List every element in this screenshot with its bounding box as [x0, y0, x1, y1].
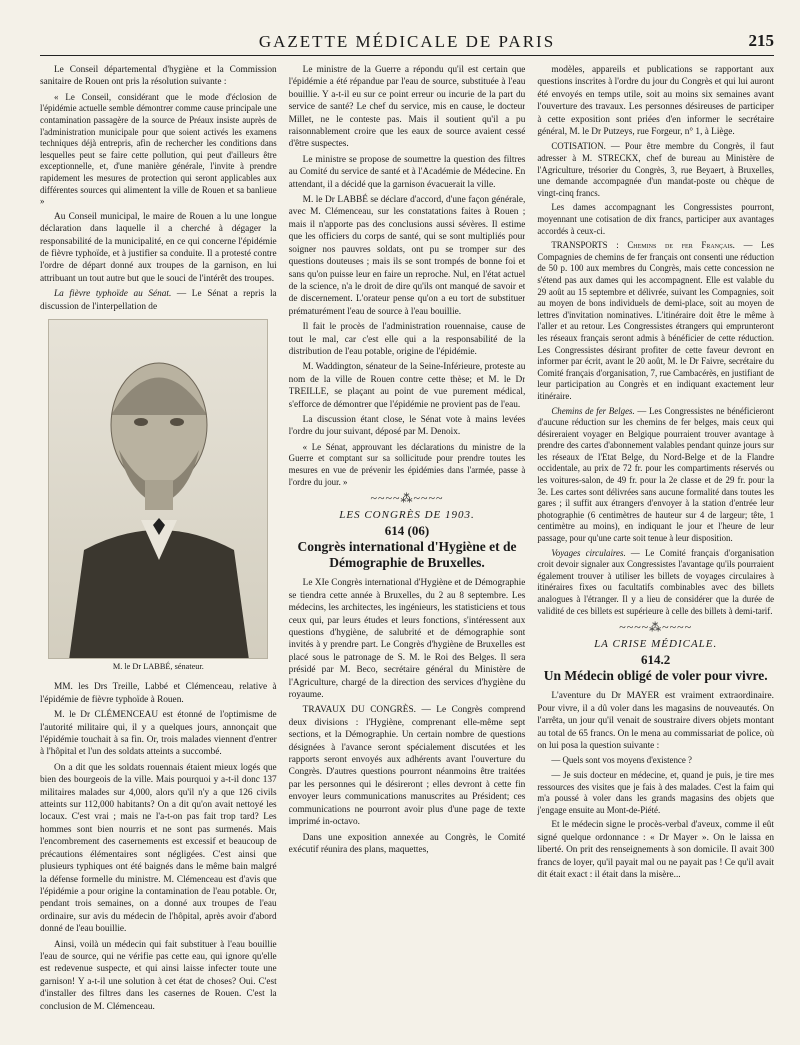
- paragraph: Les dames accompagnant les Congressistes pourront, moyennant une cotisation de dix francs, participer aux avantages accordés à ceux-ci.: [537, 202, 775, 236]
- article-title: Congrès international d'Hygiène et de Démographie de Bruxelles.: [297, 539, 517, 571]
- paragraph: On a dit que les soldats rouennais étaient mieux logés que bien des bourgeois de la ville. Mais pourquoi y a-t-il donc 137 militaires malades sur 4,000, alors qu'il n'y a que 126 civils atteints sur 112,000 habitants? On a dit qu'on avait nettoyé les locaux. C'est vrai ; mais ne l'a-t-on pas fait trop tard? Les hommes sont bien nourris et ne sont pas surmenés. Mais l'encombrement des casernements est excessif et beaucoup de précautions élémentaires sont négligées. C'est ainsi que plusieurs typhiques ont été baignés dans le même bain malgré la défense formelle du ministre. M. Clémenceau est d'avis que l'épidémie a pour origine la contamination de l'eau potable. Or, pendant trois semaines, on a donné aux troupes de l'eau ordinaire, sur avis du médecin de l'hôpital, après avoir d'abord donné de l'eau bouillie.: [40, 762, 277, 935]
- journal-title: GAZETTE MÉDICALE DE PARIS: [258, 32, 556, 51]
- paragraph: Dans une exposition annexée au Congrès, le Comité exécutif réunira des plans, maquettes,: [288, 832, 526, 855]
- paragraph: [289, 704, 526, 828]
- paragraph: modèles, appareils et publications se rapportant aux questions inscrites à l'ordre du jour du Congrès et qui lui auront été envoyés en temps utile, soit au moins six semaines avant l'ouverture des travaux. Les personnes désireuses de participer à cette exposition sont priées d'en informer le secrétaire général, M. le Dr Putzeys, rue Forgeur, n° 1, à Liège.: [537, 65, 775, 138]
- section-heading: LES CONGRÈS DE 1903.: [339, 508, 475, 521]
- article-number: 614.2: [641, 652, 671, 667]
- page-number: 215: [748, 31, 774, 50]
- paragraph: L'aventure du Dr MAYER est vraiment extraordinaire. Pour vivre, il a dû voler dans les magasins de nouveautés. On l'arrêta, un jour qu'il venait de soustraire divers objets montant au total de 65 francs. On le mena au commissariat de police, où on lui posa la question suivante :: [537, 691, 775, 752]
- paragraph: [537, 406, 774, 545]
- run-in-heading: Voyages circulaires.: [551, 547, 626, 558]
- column-2: [289, 64, 526, 1045]
- dialogue-line: — Je suis docteur en médecine, et, quand je puis, je tire mes ressources des visites que je fais à des malades. C'est la faim qui m'a poussé à voler dans les grands magasins des objets que j'engage ensuite au Mont-de-Piété.: [537, 770, 775, 815]
- portrait-icon: [49, 320, 268, 659]
- paragraph: M. Waddington, sénateur de la Seine-Inférieure, proteste au nom de la ville de Rouen contre cette thèse; et M. le Dr TREILLE, se plaçant au point de vue purement médical, s'efforce de démontrer que l'épidémie ne provient pas de l'eau.: [288, 362, 526, 410]
- portrait-engraving: [48, 319, 268, 659]
- paragraph: MM. les Drs Treille, Labbé et Clémenceau, relative à l'épidémie de fièvre typhoïde à Rouen.: [40, 682, 277, 705]
- paragraph: Au Conseil municipal, le maire de Rouen a lu une longue déclaration dans laquelle il a cherché à dégager la responsabilité de la municipalité, en ce qui concerne l'épidémie de fièvre typhoïde, et à justifier sa conduite. Il a protesté contre l'ordre de départ donné aux troupes de la garnison, en lui attribuant un tout autre but que le souci de l'intérêt des troupes.: [40, 211, 277, 284]
- column-1: [40, 64, 277, 1045]
- paragraph: [537, 141, 774, 199]
- paragraph: La discussion étant close, le Sénat vote à mains levées l'ordre du jour suivant, déposé par M. Denoix.: [288, 414, 526, 438]
- masthead: [40, 28, 774, 56]
- paragraph: Ainsi, voilà un médecin qui fait substituer à l'eau bouillie l'eau de source, qui ne vérifie pas cette eau, qui ignore qu'elle est redevenue suspecte, et qui ainsi laisse infecter toute une garnison! Y a-t-il une solution à cet état de choses? Oui. C'est d'installer des filtres dans les casernes de Rouen. C'est la conclusion de M. Clémenceau.: [40, 939, 277, 1012]
- paragraph: Le ministre de la Guerre a répondu qu'il est certain que l'épidémie a été répandue par l'eau de source, substituée à l'eau bouillie. Y a-t-il eu sur ce point erreur ou incurie de la part du service de santé? Le chef du service, mis en cause, le docteur Millet, ne le conteste pas. Mais il soutient qu'il a pu raisonnablement croire que les eaux de source avaient cessé d'être suspectes.: [288, 65, 526, 150]
- paragraph: M. le Dr LABBÉ se déclare d'accord, d'une façon générale, avec M. Clémenceau, sur les constatations faites à Rouen ; mais il n'apporte pas des conclusions aussi sévères. Il estime que les officiers du corps de santé, qui se sont multipliés pour soigner nos pauvres soldats, ont pu se tromper sur des questions douteuses ; mais ils se sont trompés de bonne foi et sans qu'on puisse leur en faire un reproche. Nul, en l'état actuel de la science, n'a le droit de dire qu'ils ont manqué de savoir et de discernement. L'orateur pense qu'on a eu tort de substituer prématurément l'eau de source à l'eau bouillie.: [288, 195, 526, 317]
- paragraph-text: — Pour être membre du Congrès, il faut adresser à M. STRECKX, chef de bureau au Ministère de l'Agriculture, trésorier du Congrès, 3, rue Beyaert, à Bruxelles, une demande accompagnée d'un mandat-poste ou chèque de vingt-cinq francs.: [537, 141, 775, 198]
- paragraph-text: — Les Congressistes ne bénéficieront d'aucune réduction sur les chemins de fer belges, mais ceux qui désireraient voyager en Belgique pourraient trouver avantage à prendre des cartes d'abonnement valables pendant quinze jours sur les réseaux de l'Etat Belge, du Nord-Belge et de la Flandre occidentale, au prix de 72 fr. pour les compartiments réservés ou les voitures-salon, de 49 fr. pour la 2e classe et de 29 fr. pour la 3e. Les cartes sont délivrées sans aucune formalité dans toutes les gares ; il suffit aux étrangers d'envoyer à la station d'entrée leur photographie (6 centimètres de hauteur sur 4 de largeur; tête, 1 centimètre au moins), en indiquant le jour et l'heure de leur passage, pour qu'une carte soit tenue à leur disposition.: [537, 405, 775, 544]
- paragraph: Et le médecin signe le procès-verbal d'aveux, comme il eût signé quelque ordonnance : « Dr Mayer ». On le laissa en liberté. On prit des renseignements à son domicile. Il avait 300 francs de loyer, qu'il payait mal ou ne payait pas ! Ce qu'il avait dit était exact : il était dans la misère...: [537, 820, 775, 881]
- run-in-heading: Chemins de fer Belges.: [551, 405, 635, 416]
- section-heading: LA CRISE MÉDICALE.: [594, 637, 718, 650]
- paragraph: [40, 288, 277, 313]
- paragraph-text: — Le Congrès comprend deux divisions : l'Hygiène, comprenant elle-même sept sections, et la Démographie. Un certain nombre de questions désignées à l'avance seront spécialement discutées et les rapports seront envoyés aux adhérents avant l'ouverture du Congrès. D'autres questions pourront néanmoins être traitées par les personnes qui le désireront ; elles devront à cette fin envoyer leurs communications manuscrites au Président; ces communications ne pourront avoir plus d'une page de texte imprimé in-octavo.: [288, 705, 526, 828]
- run-in-heading: La fièvre typhoïde au Sénat.: [54, 289, 172, 300]
- ornament-divider: ~~~~⁂~~~~: [370, 491, 444, 506]
- article-number: 614 (06): [384, 522, 430, 538]
- column-3: [537, 64, 774, 1045]
- paragraph: [537, 240, 774, 402]
- dialogue-line: — Quels sont vos moyens d'existence ?: [551, 755, 692, 766]
- quoted-order: « Le Sénat, approuvant les déclarations du ministre de la Guerre et comptant sur sa sollicitude pour prendre toutes les mesures en vue de prévenir les épidémies dans l'armée, passe à l'ordre du jour. »: [288, 441, 526, 487]
- quoted-resolution: « Le Conseil, considérant que le mode d'éclosion de l'épidémie actuelle semble démontrer comme cause principale une contamination passagère de la source de Préaux insiste auprès de l'administration municipale pour que soient activés les examens techniques déjà entrepris, afin de rechercher les conditions dans lesquelles peut se faire cette pollution, qui peut d'ailleurs être exceptionnelle, et, d'une manière générale, l'invite à prendre rapidement les mesures de protection qui seront applicables aux différentes sources qui alimentent la ville de Rouen et sa banlieue »: [40, 91, 277, 207]
- paragraph: Le XIe Congrès international d'Hygiène et de Démographie se tiendra cette année à Bruxelles, du 2 au 8 septembre. Les médecins, les architectes, les ingénieurs, les statisticiens et tous ceux qui, par leurs études et leurs fonctions, s'intéressent aux questions d'hygiène, de salubrité et de démographie sont invités à y prendre part. Le Congrès d'hygiène de Bruxelles est placé sous le patronage de S. M. le Roi des Belges. Il sera présidé par M. Beco, secrétaire général du Ministère de l'Agriculture, chargé de la direction des services d'hygiène du royaume.: [288, 578, 526, 701]
- paragraph-text: — Le Comité français d'organisation croit devoir signaler aux Congressistes l'avantage qu'ils pourraient également trouver à utiliser les billets de voyages circulaires à itinéraires fixes ou facultatifs combinables avec des billets analogues à l'étranger. Il y a lieu de considérer que la durée de validité de ces billets est supérieure à celle des billets à demi-tarif.: [537, 547, 775, 616]
- portrait-caption: M. le Dr LABBÉ, sénateur.: [112, 662, 204, 671]
- run-in-heading: TRAVAUX DU CONGRÈS.: [302, 705, 416, 716]
- ornament-divider: ~~~~⁂~~~~: [619, 620, 693, 635]
- run-in-heading: COTISATION.: [551, 141, 606, 152]
- paragraph: Il fait le procès de l'administration rouennaise, cause de tout le mal, car c'est elle qui a la responsabilité de la distribution de l'eau potable, origine de l'épidémie.: [288, 322, 526, 357]
- paragraph: [537, 548, 774, 618]
- run-in-heading: TRANSPORTS : Chemins de fer Français.: [551, 240, 735, 251]
- columns: [40, 64, 774, 1045]
- paragraph: M. le Dr CLÉMENCEAU est étonné de l'optimisme de l'autorité militaire qui, il y a quelques jours, annonçait que l'épidémie touchait à sa fin. Or, trois malades viennent d'entrer à l'hôpital et l'un des soldats atteints a succombé.: [40, 710, 277, 758]
- article-title: Un Médecin obligé de voler pour vivre.: [543, 668, 768, 684]
- paragraph-text: — Le Sénat a repris la discussion de l'interpellation de: [40, 289, 277, 312]
- paragraph: Le Conseil départemental d'hygiène et la Commission sanitaire de Rouen ont pris la résolution suivante :: [40, 65, 277, 88]
- paragraph-text: — Les Compagnies de chemins de fer français ont consenti une réduction de 50 p. 100 aux membres du Congrès, mais cette concession ne s'étend pas aux dames qui les accompagnent. Elle est valable du 29 août au 15 septembre et délivrée, suivant les Compagnies, soit au moyen de bons individuels de demi-place, soit au moyen de lettres d'invitation nominatives. L'itinéraire doit être le même à l'aller et au retour. Les Congressistes étrangers qui emprunteront les réseaux français seront admis à bénéficier de cette réduction. Les Congressistes désirant profiter de cette faveur devront en informer par écrit, avant le 20 août, M. le Dr Faivre, secrétaire du Comité français d'organisation, 7, rue Cambacérès, en justifiant de leur participation au Congrès et en indiquant exactement leur itinéraire.: [537, 240, 775, 401]
- paragraph: Le ministre se propose de soumettre la question des filtres au Comité du service de santé et à l'Académie de Médecine. En attendant, il a décidé que la garnison évacuerait la ville.: [288, 154, 526, 190]
